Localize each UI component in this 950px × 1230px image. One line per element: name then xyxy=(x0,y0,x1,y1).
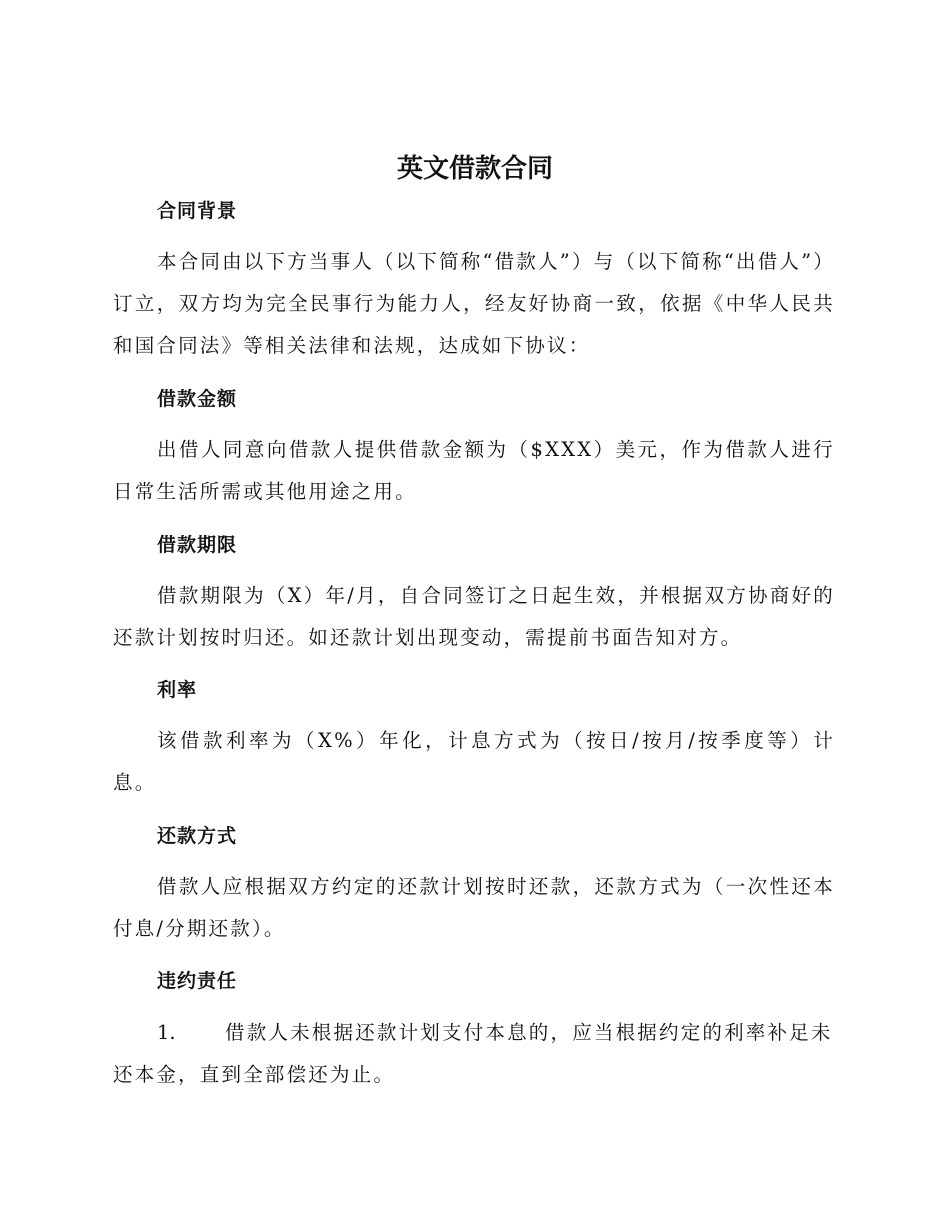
section-heading-default: 违约责任 xyxy=(157,970,238,992)
list-item-number: 1. xyxy=(157,1021,176,1044)
section-heading-background: 合同背景 xyxy=(157,200,238,222)
list-item-text: 借款人未根据还款计划支付本息的，应当根据约定的利率补足未还本金，直到全部偿还为止。 xyxy=(113,1021,833,1086)
section-heading-interest: 利率 xyxy=(157,679,198,701)
section-body-interest: 该借款利率为（X%）年化，计息方式为（按日/按月/按季度等）计息。 xyxy=(113,729,835,794)
section-body-term: 借款期限为（X）年/月，自合同签订之日起生效，并根据双方协商好的还款计划按时归还。如还款计划出现变动，需提前书面告知对方。 xyxy=(113,584,835,649)
section-body-amount: 出借人同意向借款人提供借款金额为（$XXX）美元，作为借款人进行日常生活所需或其他用途之用。 xyxy=(113,438,835,503)
section-heading-term: 借款期限 xyxy=(157,534,238,556)
section-body-repayment: 借款人应根据双方约定的还款计划按时还款，还款方式为（一次性还本付息/分期还款）。 xyxy=(113,875,835,940)
section-body-background: 本合同由以下方当事人（以下简称“借款人”）与（以下简称“出借人”）订立，双方均为完全民事行为能力人，经友好协商一致，依据《中华人民共和国合同法》等相关法律和法规，达成如下协议： xyxy=(113,250,835,357)
section-heading-amount: 借款金额 xyxy=(157,388,238,410)
list-item xyxy=(113,1012,835,1096)
section-heading-repayment: 还款方式 xyxy=(157,825,238,847)
document-title: 英文借款合同 xyxy=(396,154,553,184)
